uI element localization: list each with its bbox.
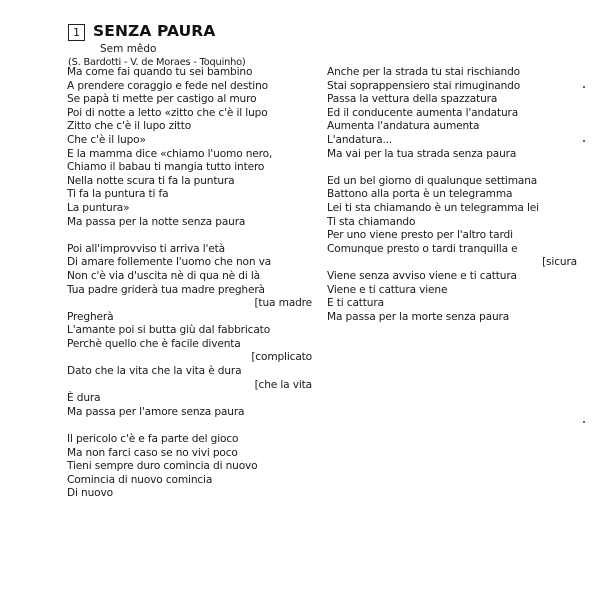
song-title: SENZA PAURA	[93, 22, 216, 40]
scan-speck	[583, 86, 585, 88]
scan-speck	[583, 421, 585, 423]
lyric-line: Ma passa per l'amore senza paura	[67, 405, 245, 418]
lyric-line: Anche per la strada tu stai rischiando	[327, 66, 520, 78]
lyric-line: Lei ti sta chiamando è un telegramma lei	[327, 201, 539, 214]
lyric-line: Di amare follemente l'uomo che non va	[67, 256, 272, 269]
lyric-line: Per uno viene presto per l'altro tardi	[327, 229, 513, 242]
lyric-line: L'amante poi si butta giù dal fabbricato	[67, 324, 271, 337]
lyric-line: Pregherà	[67, 310, 114, 323]
lyric-line: L'andatura...	[327, 133, 393, 146]
song-subtitle: Sem mêdo	[100, 43, 157, 55]
lyric-line: Viene e ti cattura viene	[327, 283, 448, 296]
lyric-line: Nella notte scura ti fa la puntura	[67, 174, 235, 187]
lyric-line: Ti sta chiamando	[327, 215, 416, 228]
stanza	[327, 66, 577, 161]
lyrics-right-column	[327, 66, 577, 338]
lyric-line: Di nuovo	[67, 487, 113, 500]
lyric-line-continuation: [tua madre	[254, 297, 312, 310]
lyric-line: Zitto che c'è il lupo zitto	[67, 120, 192, 133]
lyric-line: Ma non farci caso se no vivi poco	[67, 446, 238, 459]
lyric-line: Viene senza avviso viene e ti cattura	[327, 269, 517, 282]
lyric-line-continuation: [complicato	[251, 351, 312, 364]
lyric-line: Stai soprappensiero stai rimuginando	[327, 79, 521, 92]
lyric-line: E la mamma dice «chiamo l'uomo nero,	[67, 147, 273, 160]
lyric-line: La puntura»	[67, 201, 130, 214]
lyric-line: Comunque presto o tardi tranquilla e	[327, 242, 518, 255]
stanza	[327, 175, 577, 325]
lyric-line: È dura	[67, 392, 101, 405]
lyric-line: E ti cattura	[327, 297, 384, 310]
stanza	[67, 243, 312, 420]
lyric-line: Ma passa per la notte senza paura	[67, 215, 246, 228]
lyric-line: Aumenta l'andatura aumenta	[327, 120, 480, 133]
lyric-line: Ma passa per la morte senza paura	[327, 310, 510, 323]
lyric-line-continuation: [sicura	[542, 256, 577, 269]
track-number-box: 1	[68, 24, 85, 41]
lyric-line: A prendere coraggio e fede nel destino	[67, 79, 268, 92]
lyrics-left-column	[67, 66, 312, 515]
lyric-line: Poi all'improvviso ti arriva l'età	[67, 242, 226, 255]
lyric-line: Poi di notte a letto «zitto che c'è il lupo	[67, 106, 268, 119]
lyric-line: Che c'è il lupo»	[67, 133, 146, 146]
lyric-line: Passa la vettura della spazzatura	[327, 93, 498, 106]
lyric-line: Ma come fai quando tu sei bambino	[67, 66, 253, 78]
lyric-line: Tua padre griderà tua madre pregherà	[67, 283, 265, 296]
lyric-line: Perchè quello che è facile diventa	[67, 337, 241, 350]
stanza	[67, 66, 312, 229]
lyric-line: Ti fa la puntura ti fa	[67, 188, 169, 201]
lyric-line: Dato che la vita che la vita è dura	[67, 365, 242, 378]
lyric-line: Non c'è via d'uscita nè di qua nè di là	[67, 269, 260, 282]
lyric-line: Se papà ti mette per castigo al muro	[67, 93, 257, 106]
song-credits: (S. Bardotti - V. de Moraes - Toquinho)	[68, 57, 246, 68]
lyric-line: Ed un bel giorno di qualunque settimana	[327, 174, 538, 187]
lyric-line: Ma vai per la tua strada senza paura	[327, 147, 517, 160]
lyric-line: Ed il conducente aumenta l'andatura	[327, 106, 519, 119]
lyric-line: Tieni sempre duro comincia di nuovo	[67, 460, 258, 473]
lyric-line: Chiamo il babau ti mangia tutto intero	[67, 161, 265, 174]
lyric-line-continuation: [che la vita	[254, 378, 312, 391]
scan-speck	[583, 140, 585, 142]
stanza	[67, 433, 312, 501]
lyric-line: Comincia di nuovo comincia	[67, 473, 213, 486]
lyric-line: Battono alla porta è un telegramma	[327, 188, 513, 201]
lyric-line: Il pericolo c'è e fa parte del gioco	[67, 433, 239, 446]
